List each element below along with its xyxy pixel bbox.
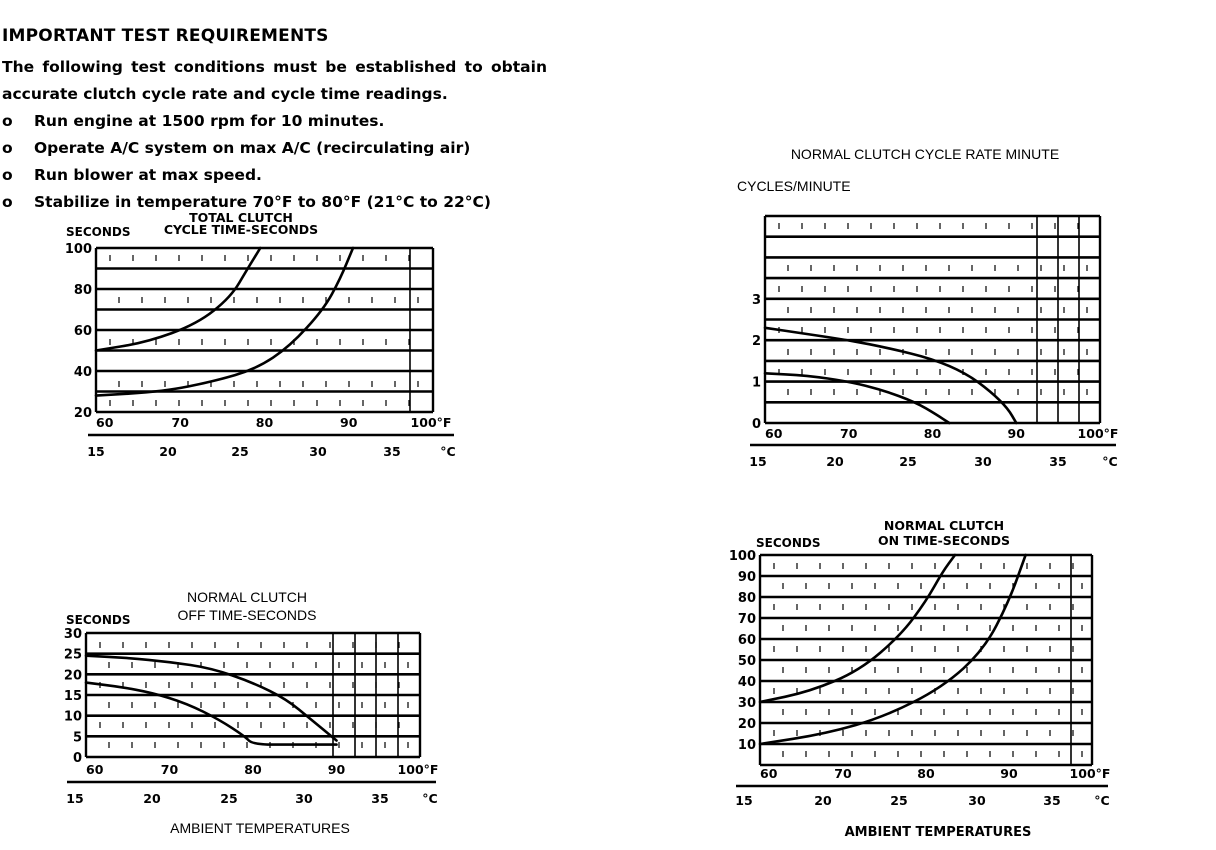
requirement-text: Operate A/C system on max A/C (recirculating air): [34, 139, 471, 157]
bullet-icon: o: [2, 166, 13, 184]
x-tick-label: 80: [917, 766, 935, 781]
y-tick-label: 2: [751, 334, 761, 350]
y-tick-label: 50: [737, 654, 756, 669]
x-tick-label: 70: [840, 426, 858, 441]
x-tick-label: 100°F: [1069, 766, 1111, 781]
x-tick-label: 90: [340, 415, 358, 430]
celsius-tick-label: 25: [231, 444, 249, 459]
celsius-tick-label: 35: [1049, 454, 1067, 469]
chart-title: NORMAL CLUTCH CYCLE RATE MINUTE: [790, 146, 1060, 162]
requirement-text: Run engine at 1500 rpm for 10 minutes.: [34, 112, 385, 130]
x-tick-label: 60: [86, 762, 104, 777]
celsius-tick-label: 30: [309, 444, 327, 459]
series-line-2: [760, 555, 1026, 744]
y-tick-label: 20: [73, 406, 92, 421]
y-tick-label: 90: [737, 570, 756, 585]
celsius-tick-label: 25: [899, 454, 917, 469]
celsius-tick-label: °C: [440, 444, 456, 459]
y-tick-label: 80: [73, 283, 92, 298]
series-line-2: [96, 248, 353, 396]
chart-title: TOTAL CLUTCH: [189, 210, 293, 225]
y-tick-label: 20: [63, 668, 82, 684]
celsius-tick-label: 35: [371, 791, 389, 806]
y-tick-label: 15: [63, 689, 82, 704]
celsius-tick-label: 15: [749, 454, 767, 469]
x-tick-label: 60: [96, 415, 114, 430]
page-heading: IMPORTANT TEST REQUIREMENTS: [2, 26, 329, 46]
y-tick-label: 5: [72, 730, 82, 746]
chart-3: [67, 633, 436, 782]
requirement-text: Run blower at max speed.: [34, 166, 262, 184]
y-tick-label: 60: [737, 633, 756, 648]
x-tick-label: 90: [1000, 766, 1018, 781]
y-tick-label: 80: [737, 591, 756, 606]
y-tick-label: 30: [737, 696, 756, 711]
y-tick-label: 40: [73, 365, 92, 380]
celsius-tick-label: 30: [295, 791, 313, 806]
celsius-tick-label: 30: [974, 454, 992, 469]
celsius-tick-label: °C: [422, 791, 438, 806]
bullet-icon: o: [2, 112, 13, 130]
celsius-tick-label: 30: [968, 793, 986, 808]
bullet-icon: o: [2, 193, 13, 211]
x-tick-label: 60: [765, 426, 783, 441]
x-axis-label: AMBIENT TEMPERATURES: [844, 825, 1032, 840]
intro-paragraph: The following test conditions must be established to obtain accurate clutch cycle rate and cycle time readings.: [2, 58, 547, 103]
celsius-tick-label: 20: [159, 444, 177, 459]
y-tick-label: 10: [737, 738, 756, 753]
celsius-tick-label: 20: [826, 454, 844, 469]
chart-title: ON TIME-SECONDS: [878, 533, 1010, 548]
y-tick-label: 3: [751, 292, 761, 308]
celsius-tick-label: °C: [1102, 454, 1118, 469]
requirement-text: Stabilize in temperature 70°F to 80°F (21°C to 22°C): [34, 193, 491, 211]
y-tick-label: 1: [751, 375, 761, 391]
x-tick-label: 100°F: [397, 762, 439, 777]
y-axis-label: SECONDS: [756, 536, 821, 550]
x-tick-label: 100°F: [410, 415, 452, 430]
chart-title: NORMAL CLUTCH: [186, 589, 308, 605]
series-line-1: [96, 248, 260, 351]
celsius-tick-label: 25: [220, 791, 238, 806]
y-axis-label: SECONDS: [66, 225, 131, 239]
y-tick-label: 20: [737, 717, 756, 732]
celsius-tick-label: °C: [1094, 793, 1110, 808]
x-tick-label: 100°F: [1077, 426, 1119, 441]
y-tick-label: 100: [728, 549, 756, 564]
chart-2: [750, 216, 1116, 445]
y-tick-label: 100: [64, 242, 92, 257]
x-tick-label: 70: [160, 762, 179, 777]
y-axis-label: SECONDS: [66, 613, 131, 627]
x-tick-label: 90: [327, 762, 346, 777]
celsius-tick-label: 25: [890, 793, 908, 808]
x-tick-label: 80: [923, 426, 942, 441]
chart-title: OFF TIME-SECONDS: [177, 607, 317, 623]
y-tick-label: 10: [63, 709, 82, 725]
x-tick-label: 70: [171, 415, 189, 430]
chart-1: [88, 248, 454, 435]
y-tick-label: 25: [63, 647, 82, 663]
celsius-tick-label: 15: [66, 791, 84, 806]
y-tick-label: 0: [751, 417, 761, 432]
y-axis-label: CYCLES/MINUTE: [737, 178, 851, 194]
y-tick-label: 0: [72, 751, 82, 766]
celsius-tick-label: 20: [143, 791, 161, 806]
celsius-tick-label: 15: [87, 444, 105, 459]
x-tick-label: 90: [1007, 426, 1025, 441]
x-tick-label: 80: [244, 762, 262, 777]
y-tick-label: 60: [73, 324, 92, 339]
x-axis-label: AMBIENT TEMPERATURES: [170, 820, 350, 836]
bullet-icon: o: [2, 139, 13, 157]
celsius-tick-label: 20: [814, 793, 832, 808]
chart-4: [736, 555, 1108, 786]
chart-title: NORMAL CLUTCH: [883, 518, 1005, 533]
x-tick-label: 70: [834, 766, 852, 781]
x-tick-label: 80: [255, 415, 274, 430]
y-tick-label: 30: [63, 627, 82, 642]
celsius-tick-label: 35: [383, 444, 401, 459]
celsius-tick-label: 15: [735, 793, 753, 808]
y-tick-label: 40: [737, 675, 756, 690]
y-tick-label: 70: [737, 612, 756, 627]
celsius-tick-label: 35: [1043, 793, 1061, 808]
chart-title: CYCLE TIME-SECONDS: [163, 222, 319, 237]
x-tick-label: 60: [760, 766, 778, 781]
